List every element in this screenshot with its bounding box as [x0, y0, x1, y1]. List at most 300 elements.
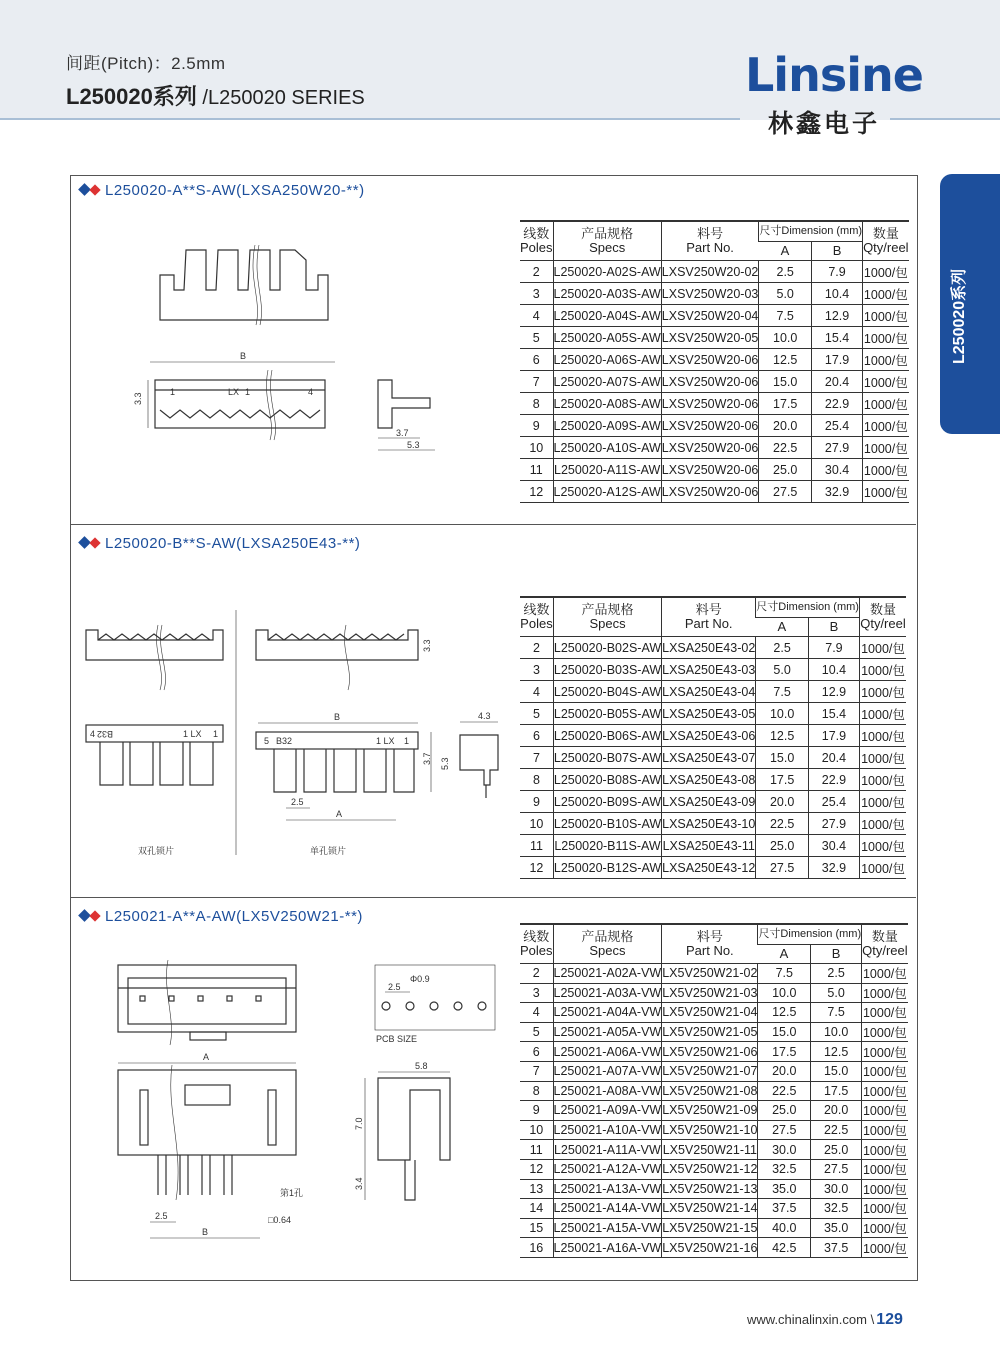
cell-dim-b: 15.4 — [808, 703, 859, 725]
dim-h-label: 3.3 — [133, 392, 143, 405]
col-qty — [862, 924, 908, 964]
cell-dim-b: 17.9 — [808, 725, 859, 747]
section-title-text: L250021-A**A-AW(LX5V250W21-**) — [105, 908, 363, 925]
cell-dim-b: 5.0 — [811, 983, 862, 1003]
table-row — [520, 659, 906, 681]
cell-poles: 3 — [520, 659, 553, 681]
cell-dim-a: 25.0 — [758, 1101, 811, 1121]
cell-part-no: LX5V250W21-03 — [662, 983, 758, 1003]
pin-1-label: 1 — [170, 387, 176, 397]
col-part-en: Part No. — [685, 943, 734, 958]
table-row — [520, 857, 906, 879]
dim-b-label: B — [334, 712, 341, 722]
spec-table-1 — [520, 220, 909, 503]
footer-sep: \ — [870, 1312, 875, 1327]
cell-dim-b: 22.9 — [812, 393, 863, 415]
table-row — [520, 983, 908, 1003]
cell-specs: L250021-A05A-VW — [553, 1022, 662, 1042]
pcb-hole-label: Φ0.9 — [410, 974, 430, 984]
section-title-text: L250020-A**S-AW(LXSA250W20-**) — [105, 182, 365, 199]
lx-label: LX — [228, 387, 240, 397]
cell-poles: 5 — [520, 703, 553, 725]
cell-dim-b: 32.5 — [811, 1199, 862, 1219]
cell-dim-b: 27.5 — [811, 1159, 862, 1179]
caption-single-lock: 单孔锁片 — [310, 846, 347, 856]
cell-qty: 1000/包 — [863, 283, 909, 305]
col-dimension: 尺寸Dimension (mm) — [758, 924, 862, 944]
cell-dim-b: 32.9 — [808, 857, 859, 879]
cell-part-no: LX5V250W21-07 — [662, 1061, 758, 1081]
spec-table-body — [520, 261, 909, 503]
cell-qty: 1000/包 — [863, 327, 909, 349]
cell-specs: L250020-A06S-AW — [553, 349, 661, 371]
col-specs-en: Specs — [589, 616, 626, 631]
brand-logo-cn: 林鑫电子 — [768, 110, 881, 138]
mark-1: 1 — [404, 736, 410, 746]
cell-specs: L250021-A04A-VW — [553, 1003, 662, 1023]
cell-part-no: LXSV250W20-06 — [661, 437, 759, 459]
table-row — [520, 1003, 908, 1023]
cell-qty: 1000/包 — [862, 1179, 908, 1199]
cell-dim-a: 22.5 — [759, 437, 812, 459]
cell-poles: 7 — [520, 1061, 553, 1081]
cell-specs: L250020-B09S-AW — [553, 791, 661, 813]
page-footer — [747, 1311, 903, 1329]
dim-a-label: A — [336, 809, 343, 819]
pin-4-label: 4 — [308, 387, 314, 397]
cell-qty: 1000/包 — [862, 1061, 908, 1081]
cell-dim-b: 15.4 — [812, 327, 863, 349]
cell-part-no: LXSV250W20-06 — [661, 371, 759, 393]
cell-qty: 1000/包 — [862, 1042, 908, 1062]
col-dimension: 尺寸Dimension (mm) — [759, 221, 863, 241]
col-qty-en: Qty/reel — [860, 616, 906, 631]
col-specs-cn: 产品规格 — [581, 929, 634, 944]
cell-poles: 6 — [520, 1042, 553, 1062]
series-title — [66, 80, 365, 111]
cell-poles: 7 — [520, 747, 553, 769]
cell-poles: 9 — [520, 791, 553, 813]
cell-qty: 1000/包 — [859, 703, 906, 725]
cell-dim-a: 17.5 — [759, 393, 812, 415]
cell-specs: L250020-A09S-AW — [553, 415, 661, 437]
mark-b32-left: B32 — [96, 729, 113, 739]
cell-dim-a: 27.5 — [759, 481, 812, 503]
col-a: A — [756, 617, 809, 637]
cell-specs: L250021-A11A-VW — [553, 1140, 662, 1160]
cell-part-no: LX5V250W21-10 — [662, 1120, 758, 1140]
cell-dim-b: 30.4 — [808, 835, 859, 857]
cell-dim-a: 2.5 — [759, 261, 812, 283]
col-part-cn: 料号 — [695, 602, 722, 617]
cell-part-no: LX5V250W21-12 — [662, 1159, 758, 1179]
cell-part-no: LX5V250W21-13 — [662, 1179, 758, 1199]
cell-dim-a: 2.5 — [756, 637, 809, 659]
drawing-section-1 — [130, 240, 470, 470]
cell-dim-b: 12.5 — [811, 1042, 862, 1062]
cell-part-no: LXSA250E43-10 — [662, 813, 756, 835]
cell-specs: L250021-A02A-VW — [553, 964, 662, 984]
cell-part-no: LXSV250W20-03 — [661, 283, 759, 305]
table-row — [520, 1238, 908, 1258]
pin-1b-label: 1 — [245, 387, 251, 397]
cell-specs: L250021-A06A-VW — [553, 1042, 662, 1062]
cell-poles: 9 — [520, 415, 553, 437]
pin-size-label: □0.64 — [268, 1215, 291, 1225]
cell-poles: 5 — [520, 1022, 553, 1042]
cell-part-no: LXSV250W20-06 — [661, 459, 759, 481]
dim-37-label: 3.7 — [396, 428, 409, 438]
cell-part-no: LXSA250E43-12 — [662, 857, 756, 879]
col-part-en: Part No. — [684, 616, 733, 631]
table-row — [520, 1218, 908, 1238]
table-row — [520, 1042, 908, 1062]
cell-part-no: LX5V250W21-08 — [662, 1081, 758, 1101]
mark-lx: 1 LX — [376, 736, 395, 746]
cell-dim-b: 30.0 — [811, 1179, 862, 1199]
col-specs — [553, 924, 662, 964]
cell-specs: L250020-A11S-AW — [553, 459, 661, 481]
cell-part-no: LXSA250E43-07 — [662, 747, 756, 769]
cell-poles: 12 — [520, 481, 553, 503]
table-row — [520, 283, 909, 305]
col-qty-cn: 数量 — [871, 929, 898, 944]
cell-dim-a: 40.0 — [758, 1218, 811, 1238]
cell-qty: 1000/包 — [862, 1120, 908, 1140]
cell-dim-a: 22.5 — [756, 813, 809, 835]
table-row — [520, 1101, 908, 1121]
mark-4-left: 4 — [90, 729, 96, 739]
footer-url[interactable]: www.chinalinxin.com — [747, 1312, 867, 1327]
cell-qty: 1000/包 — [862, 1081, 908, 1101]
cell-poles: 2 — [520, 261, 553, 283]
cell-dim-b: 25.4 — [812, 415, 863, 437]
cell-qty: 1000/包 — [863, 349, 909, 371]
col-part — [662, 924, 758, 964]
cell-dim-b: 10.4 — [808, 659, 859, 681]
col-specs-cn: 产品规格 — [581, 602, 634, 617]
table-row — [520, 1061, 908, 1081]
mark-lx-left: 1 LX — [183, 729, 202, 739]
cell-qty: 1000/包 — [862, 1218, 908, 1238]
table-row — [520, 437, 909, 459]
table-row — [520, 415, 909, 437]
cell-dim-b: 2.5 — [811, 964, 862, 984]
mark-b32: B32 — [276, 736, 293, 746]
table-row — [520, 305, 909, 327]
cell-qty: 1000/包 — [863, 437, 909, 459]
cell-specs: L250020-B11S-AW — [553, 835, 661, 857]
cell-specs: L250020-A08S-AW — [553, 393, 661, 415]
cell-dim-b: 15.0 — [811, 1061, 862, 1081]
cell-poles: 11 — [520, 835, 553, 857]
series-title-cn: L250020系列 — [66, 84, 197, 109]
table-row — [520, 261, 909, 283]
cell-poles: 10 — [520, 1120, 553, 1140]
cell-part-no: LX5V250W21-15 — [662, 1218, 758, 1238]
cell-specs: L250021-A10A-VW — [553, 1120, 662, 1140]
cell-poles: 13 — [520, 1179, 553, 1199]
col-poles — [520, 924, 553, 964]
pin1-label: 第1孔 — [280, 1188, 304, 1198]
cell-part-no: LX5V250W21-11 — [662, 1140, 758, 1160]
caption-double-lock: 双孔锁片 — [138, 846, 175, 856]
cell-qty: 1000/包 — [859, 725, 906, 747]
table-row — [520, 747, 906, 769]
cell-dim-a: 17.5 — [758, 1042, 811, 1062]
cell-dim-a: 22.5 — [758, 1081, 811, 1101]
table-row — [520, 964, 908, 984]
cell-part-no: LX5V250W21-02 — [662, 964, 758, 984]
cell-poles: 4 — [520, 305, 553, 327]
cell-dim-a: 20.0 — [758, 1061, 811, 1081]
series-side-tab — [940, 174, 1000, 434]
cell-part-no: LXSV250W20-02 — [661, 261, 759, 283]
cell-dim-a: 5.0 — [756, 659, 809, 681]
cell-qty: 1000/包 — [862, 1199, 908, 1219]
cell-poles: 12 — [520, 857, 553, 879]
cell-qty: 1000/包 — [862, 1159, 908, 1179]
col-qty-en: Qty/reel — [862, 943, 908, 958]
cell-part-no: LXSA250E43-04 — [662, 681, 756, 703]
header-rule-left — [0, 118, 740, 120]
cell-part-no: LXSV250W20-06 — [661, 349, 759, 371]
cell-qty: 1000/包 — [859, 747, 906, 769]
cell-dim-b: 27.9 — [808, 813, 859, 835]
col-part — [662, 597, 756, 637]
mark-6: 5 — [264, 736, 270, 746]
col-specs — [553, 597, 661, 637]
table-row — [520, 681, 906, 703]
cell-specs: L250020-B06S-AW — [553, 725, 661, 747]
cell-dim-a: 10.0 — [756, 703, 809, 725]
cell-qty: 1000/包 — [863, 459, 909, 481]
pitch-label: 间距(Pitch)：2.5mm — [66, 54, 226, 73]
cell-dim-a: 15.0 — [759, 371, 812, 393]
cell-part-no: LX5V250W21-09 — [662, 1101, 758, 1121]
cell-qty: 1000/包 — [859, 857, 906, 879]
cell-qty: 1000/包 — [862, 983, 908, 1003]
col-specs-en: Specs — [589, 943, 626, 958]
cell-dim-a: 10.0 — [759, 327, 812, 349]
section-title-text: L250020-B**S-AW(LXSA250E43-**) — [105, 535, 361, 552]
header-rule-right — [890, 118, 1000, 120]
col-qty-en: Qty/reel — [863, 240, 909, 255]
cell-dim-b: 12.9 — [812, 305, 863, 327]
col-qty — [859, 597, 906, 637]
cell-part-no: LXSA250E43-06 — [662, 725, 756, 747]
table-row — [520, 637, 906, 659]
table-row — [520, 1081, 908, 1101]
cell-qty: 1000/包 — [859, 791, 906, 813]
cell-part-no: LX5V250W21-04 — [662, 1003, 758, 1023]
dim-58-label: 5.8 — [415, 1061, 428, 1071]
table-row — [520, 393, 909, 415]
cell-qty: 1000/包 — [859, 835, 906, 857]
cell-poles: 4 — [520, 681, 553, 703]
cell-poles: 11 — [520, 1140, 553, 1160]
cell-dim-a: 35.0 — [758, 1179, 811, 1199]
cell-dim-b: 25.4 — [808, 791, 859, 813]
table-row — [520, 1159, 908, 1179]
pcb-size-label: PCB SIZE — [376, 1034, 418, 1044]
cell-dim-b: 27.9 — [812, 437, 863, 459]
cell-dim-a: 15.0 — [758, 1022, 811, 1042]
cell-dim-a: 25.0 — [759, 459, 812, 481]
spec-table-2 — [520, 596, 906, 879]
table-row — [520, 1120, 908, 1140]
col-part-en: Part No. — [686, 240, 734, 255]
cell-poles: 3 — [520, 283, 553, 305]
cell-part-no: LXSV250W20-06 — [661, 393, 759, 415]
cell-dim-a: 5.0 — [759, 283, 812, 305]
cell-specs: L250020-B07S-AW — [553, 747, 661, 769]
cell-dim-a: 30.0 — [758, 1140, 811, 1160]
side-tab-label: L250020系列 — [951, 268, 968, 364]
cell-dim-a: 10.0 — [758, 983, 811, 1003]
col-poles-en: Poles — [520, 240, 553, 255]
section-title-2 — [76, 535, 360, 552]
cell-part-no: LXSV250W20-05 — [661, 327, 759, 349]
cell-poles: 7 — [520, 371, 553, 393]
cell-specs: L250020-A10S-AW — [553, 437, 661, 459]
cell-dim-a: 20.0 — [759, 415, 812, 437]
section-title-1 — [76, 182, 365, 199]
cell-specs: L250021-A09A-VW — [553, 1101, 662, 1121]
series-title-en: /L250020 SERIES — [202, 87, 365, 109]
pcb-pitch-label: 2.5 — [388, 982, 401, 992]
cell-dim-b: 20.4 — [808, 747, 859, 769]
col-poles — [520, 597, 553, 637]
table-row — [520, 725, 906, 747]
cell-dim-a: 42.5 — [758, 1238, 811, 1258]
col-b: B — [812, 241, 863, 261]
cell-poles: 2 — [520, 637, 553, 659]
cell-qty: 1000/包 — [859, 813, 906, 835]
cell-poles: 5 — [520, 327, 553, 349]
cell-specs: L250020-B02S-AW — [553, 637, 661, 659]
cell-qty: 1000/包 — [862, 1238, 908, 1258]
cell-specs: L250020-A12S-AW — [553, 481, 661, 503]
cell-qty: 1000/包 — [863, 415, 909, 437]
cell-specs: L250020-A07S-AW — [553, 371, 661, 393]
col-part-cn: 料号 — [697, 226, 724, 241]
cell-dim-b: 17.5 — [811, 1081, 862, 1101]
col-dimension: 尺寸Dimension (mm) — [756, 597, 860, 617]
cell-dim-b: 7.9 — [808, 637, 859, 659]
drawing-section-3 — [110, 960, 510, 1250]
cell-part-no: LXSA250E43-02 — [662, 637, 756, 659]
col-a: A — [758, 944, 811, 964]
dim-25b-label: 2.5 — [155, 1211, 168, 1221]
cell-dim-b: 25.0 — [811, 1140, 862, 1160]
cell-specs: L250021-A12A-VW — [553, 1159, 662, 1179]
cell-specs: L250020-A02S-AW — [553, 261, 661, 283]
cell-dim-b: 32.9 — [812, 481, 863, 503]
mark-1-left: 1 — [213, 729, 219, 739]
cell-part-no: LXSA250E43-08 — [662, 769, 756, 791]
diamond-icon — [89, 184, 100, 195]
col-qty — [863, 221, 909, 261]
col-qty-cn: 数量 — [869, 602, 896, 617]
cell-dim-b: 22.5 — [811, 1120, 862, 1140]
col-poles-cn: 线数 — [523, 226, 550, 241]
cell-qty: 1000/包 — [863, 261, 909, 283]
cell-qty: 1000/包 — [863, 305, 909, 327]
cell-dim-a: 12.5 — [756, 725, 809, 747]
cell-dim-a: 37.5 — [758, 1199, 811, 1219]
cell-dim-a: 15.0 — [756, 747, 809, 769]
cell-dim-b: 20.4 — [812, 371, 863, 393]
cell-part-no: LX5V250W21-16 — [662, 1238, 758, 1258]
cell-poles: 8 — [520, 769, 553, 791]
cell-poles: 8 — [520, 393, 553, 415]
dim-b-label: B — [202, 1227, 209, 1237]
table-row — [520, 1179, 908, 1199]
cell-dim-b: 20.0 — [811, 1101, 862, 1121]
cell-qty: 1000/包 — [863, 371, 909, 393]
cell-dim-b: 30.4 — [812, 459, 863, 481]
col-poles-cn: 线数 — [523, 602, 550, 617]
cell-specs: L250021-A16A-VW — [553, 1238, 662, 1258]
cell-dim-a: 12.5 — [759, 349, 812, 371]
spec-table-body — [520, 637, 906, 879]
spec-table-3 — [520, 923, 908, 1258]
diamond-icon — [89, 537, 100, 548]
cell-part-no: LX5V250W21-14 — [662, 1199, 758, 1219]
cell-part-no: LXSV250W20-06 — [661, 481, 759, 503]
table-row — [520, 813, 906, 835]
table-row — [520, 791, 906, 813]
dim-b-label: B — [240, 351, 247, 361]
cell-dim-b: 35.0 — [811, 1218, 862, 1238]
dim-37-label: 3.7 — [422, 752, 432, 765]
cell-part-no: LX5V250W21-06 — [662, 1042, 758, 1062]
cell-qty: 1000/包 — [859, 637, 906, 659]
cell-dim-a: 7.5 — [756, 681, 809, 703]
cell-dim-a: 7.5 — [759, 305, 812, 327]
cell-part-no: LX5V250W21-05 — [662, 1022, 758, 1042]
cell-poles: 14 — [520, 1199, 553, 1219]
dim-70-label: 7.0 — [354, 1117, 364, 1130]
cell-poles: 2 — [520, 964, 553, 984]
cell-qty: 1000/包 — [862, 1140, 908, 1160]
cell-part-no: LXSV250W20-04 — [661, 305, 759, 327]
cell-dim-b: 7.5 — [811, 1003, 862, 1023]
dim-a-label: A — [203, 1052, 210, 1062]
table-row — [520, 371, 909, 393]
col-part — [661, 221, 759, 261]
cell-poles: 3 — [520, 983, 553, 1003]
table-row — [520, 349, 909, 371]
dim-53-label: 5.3 — [440, 757, 450, 770]
cell-specs: L250021-A03A-VW — [553, 983, 662, 1003]
cell-dim-b: 7.9 — [812, 261, 863, 283]
cell-specs: L250020-A05S-AW — [553, 327, 661, 349]
cell-specs: L250020-B03S-AW — [553, 659, 661, 681]
cell-specs: L250020-A03S-AW — [553, 283, 661, 305]
col-part-cn: 料号 — [696, 929, 723, 944]
cell-specs: L250020-B08S-AW — [553, 769, 661, 791]
cell-specs: L250021-A08A-VW — [553, 1081, 662, 1101]
cell-specs: L250021-A13A-VW — [553, 1179, 662, 1199]
page-number: 129 — [876, 1311, 903, 1328]
col-b: B — [808, 617, 859, 637]
cell-dim-b: 17.9 — [812, 349, 863, 371]
cell-dim-a: 32.5 — [758, 1159, 811, 1179]
cell-poles: 10 — [520, 813, 553, 835]
table-row — [520, 1022, 908, 1042]
